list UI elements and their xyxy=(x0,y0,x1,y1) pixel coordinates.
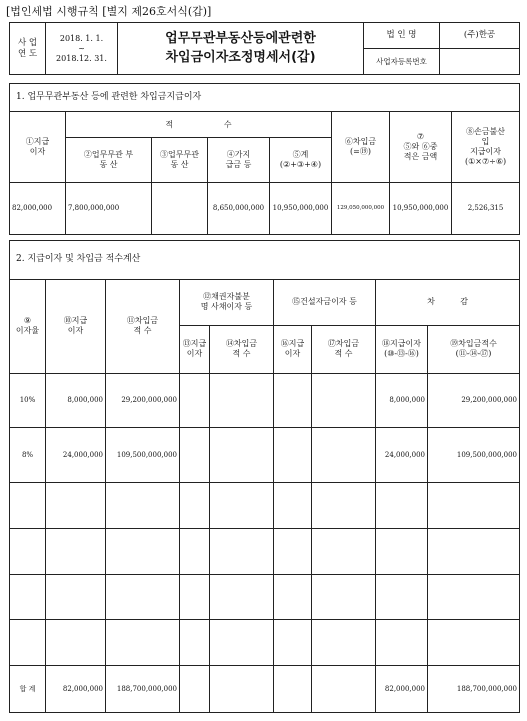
corp-name-label: 법 인 명 xyxy=(364,23,440,49)
s1-c2: 7,800,000,000 xyxy=(66,182,152,234)
d14-cell xyxy=(210,620,274,666)
d18-cell xyxy=(376,620,428,666)
d13-cell xyxy=(180,428,210,483)
d13-cell xyxy=(180,620,210,666)
s2-rate-header: ⑨ 이자율 xyxy=(10,279,46,373)
borrow-cell: 109,500,000,000 xyxy=(106,428,180,483)
s2-h17: ⑰차입금 적 수 xyxy=(312,325,376,373)
total-row xyxy=(10,666,520,713)
interest-cell: 24,000,000 xyxy=(46,428,106,483)
d16-cell xyxy=(274,428,312,483)
s2-group3-header: 차 감 xyxy=(376,279,520,325)
borrow-cell xyxy=(106,574,180,620)
d19-cell: 109,500,000,000 xyxy=(428,428,520,483)
d16-cell xyxy=(274,483,312,529)
total-d17 xyxy=(312,666,376,713)
s1-c1: 82,000,000 xyxy=(10,182,66,234)
s1-col7-header: ⑦ ⑤와 ⑥중 적은 금액 xyxy=(390,112,452,182)
s1-data-row xyxy=(10,182,520,234)
d17-cell xyxy=(312,428,376,483)
d19-cell xyxy=(428,574,520,620)
s1-col5-header: ⑤계 (②+③+④) xyxy=(270,138,332,182)
s1-c5: 10,950,000,000 xyxy=(270,182,332,234)
d19-cell xyxy=(428,483,520,529)
d18-cell xyxy=(376,574,428,620)
interest-cell xyxy=(46,483,106,529)
s1-col1-header: ①지급 이자 xyxy=(10,112,66,182)
borrow-cell xyxy=(106,483,180,529)
table-row xyxy=(10,574,520,620)
s1-c7: 10,950,000,000 xyxy=(390,182,452,234)
rate-cell xyxy=(10,528,46,574)
d16-cell xyxy=(274,373,312,428)
section1-table xyxy=(9,83,520,235)
s2-group2-header: ⑮건설자금이자 등 xyxy=(274,279,376,325)
interest-cell xyxy=(46,620,106,666)
d18-cell: 8,000,000 xyxy=(376,373,428,428)
s2-h14: ⑭차입금 적 수 xyxy=(210,325,274,373)
d13-cell xyxy=(180,483,210,529)
s1-c4: 8,650,000,000 xyxy=(208,182,270,234)
d17-cell xyxy=(312,483,376,529)
d17-cell xyxy=(312,574,376,620)
d17-cell xyxy=(312,528,376,574)
d14-cell xyxy=(210,373,274,428)
borrow-cell xyxy=(106,620,180,666)
biz-no-value xyxy=(440,49,520,75)
fiscal-period: 2018. 1. 1. ~ 2018.12. 31. xyxy=(46,23,118,75)
table-row xyxy=(10,620,520,666)
total-d14 xyxy=(210,666,274,713)
d18-cell xyxy=(376,528,428,574)
s1-col6-header: ⑥차입금 (=⑲) xyxy=(332,112,390,182)
total-d16 xyxy=(274,666,312,713)
d14-cell xyxy=(210,528,274,574)
s1-group-header: 적 수 xyxy=(66,112,332,138)
s1-col2-header: ②업무무관 부 동 산 xyxy=(66,138,152,182)
borrow-cell xyxy=(106,528,180,574)
rate-cell xyxy=(10,620,46,666)
total-d13 xyxy=(180,666,210,713)
d16-cell xyxy=(274,528,312,574)
d19-cell xyxy=(428,620,520,666)
d16-cell xyxy=(274,574,312,620)
d14-cell xyxy=(210,428,274,483)
section1-title: 1. 업무무관부동산 등에 관련한 차입금지급이자 xyxy=(10,84,520,112)
s2-borrow-header: ⑪차입금 적 수 xyxy=(106,279,180,373)
rate-cell: 10% xyxy=(10,373,46,428)
table-row xyxy=(10,428,520,483)
total-d19: 188,700,000,000 xyxy=(428,666,520,713)
d14-cell xyxy=(210,483,274,529)
s1-c3 xyxy=(152,182,208,234)
d17-cell xyxy=(312,373,376,428)
s1-c6: 129,050,000,000 xyxy=(332,182,390,234)
section2-table xyxy=(9,240,520,713)
s2-h13: ⑬지급 이자 xyxy=(180,325,210,373)
s1-col4-header: ④가지 급금 등 xyxy=(208,138,270,182)
interest-cell: 8,000,000 xyxy=(46,373,106,428)
table-row xyxy=(10,373,520,428)
s2-h19: ⑲차입금적수 (⑪-⑭-⑰) xyxy=(428,325,520,373)
d13-cell xyxy=(180,373,210,428)
s1-col3-header: ③업무무관 동 산 xyxy=(152,138,208,182)
s2-h18: ⑱지급이자 (⑩-⑬-⑯) xyxy=(376,325,428,373)
d16-cell xyxy=(274,620,312,666)
total-label: 합 계 xyxy=(10,666,46,713)
corp-name-value: (주)한공 xyxy=(440,23,520,49)
total-borrow: 188,700,000,000 xyxy=(106,666,180,713)
d13-cell xyxy=(180,574,210,620)
d17-cell xyxy=(312,620,376,666)
d18-cell xyxy=(376,483,428,529)
s2-h16: ⑯지급 이자 xyxy=(274,325,312,373)
s1-col8-header: ⑧손금불산 입 지급이자 (①×⑦÷⑥) xyxy=(452,112,520,182)
d13-cell xyxy=(180,528,210,574)
table-row xyxy=(10,528,520,574)
form-header xyxy=(9,22,520,75)
s1-c8: 2,526,315 xyxy=(452,182,520,234)
biz-no-label: 사업자등록번호 xyxy=(364,49,440,75)
interest-cell xyxy=(46,574,106,620)
interest-cell xyxy=(46,528,106,574)
form-title: 업무무관부동산등에관련한 차입금이자조정명세서(갑) xyxy=(118,23,364,75)
table-row xyxy=(10,483,520,529)
d14-cell xyxy=(210,574,274,620)
d19-cell xyxy=(428,528,520,574)
fiscal-year-label: 사 업 연 도 xyxy=(10,23,46,75)
s2-interest-header: ⑩지급 이자 xyxy=(46,279,106,373)
borrow-cell: 29,200,000,000 xyxy=(106,373,180,428)
s2-group1-header: ⑫채권자불분 명 사채이자 등 xyxy=(180,279,274,325)
total-interest: 82,000,000 xyxy=(46,666,106,713)
total-d18: 82,000,000 xyxy=(376,666,428,713)
rate-cell xyxy=(10,483,46,529)
d19-cell: 29,200,000,000 xyxy=(428,373,520,428)
rate-cell xyxy=(10,574,46,620)
form-caption: [법인세법 시행규칙 [별지 제26호서식(갑)] xyxy=(6,5,212,18)
d18-cell: 24,000,000 xyxy=(376,428,428,483)
rate-cell: 8% xyxy=(10,428,46,483)
section2-title: 2. 지급이자 및 차입금 적수계산 xyxy=(10,241,520,280)
